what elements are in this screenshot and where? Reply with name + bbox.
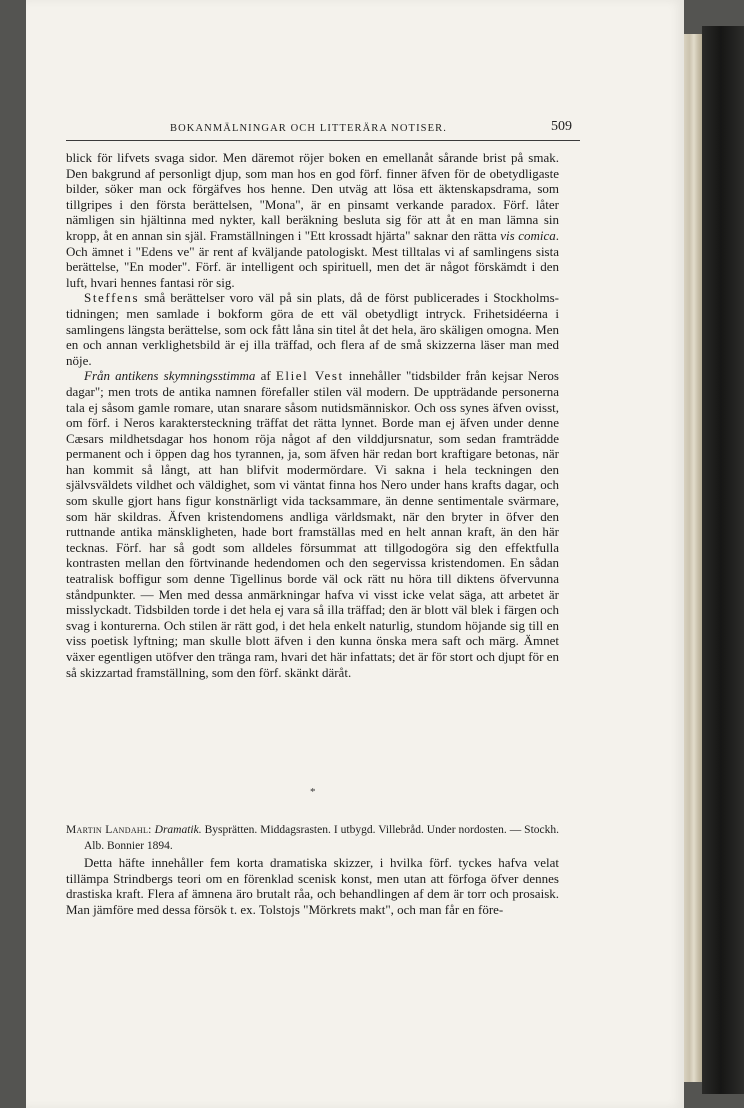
reference-title: Dramatik. [154,824,202,836]
running-head: BOKANMÄLNINGAR OCH LITTERÄRA NOTISER. [170,123,447,134]
section-separator: * [310,786,316,798]
review-text [66,855,559,917]
body-text [66,150,559,680]
author-name: Steffens [84,290,140,306]
reference-author: Martin Landahl: [66,824,152,836]
paragraph-2: Steffens små berättelser voro väl på sin plats, då de först publicerades i Stockholms-tidningen; men samlade i bokform göra de ett väl obetydligt intryck. Frihetsidéerna i samlingens längsta berättelse, som ock fått låna sin titel åt det hela, äro skäligen omogna. Men en och annan verklighetsbild är ej illa träffad, och flera af de små skizzerna läser man med nöje. [66,290,559,368]
author-name: Eliel Vest [275,368,344,384]
paragraph-1: blick för lifvets svaga sidor. Men däremot röjer boken en emellanåt sårande brist på smak. Den bakgrund af personligt djup, som man hos en god förf. finner äfven för de obetydligaste bilder, söker man ock förgäfves hos henne. Den utväg att lösa ett äktenskapsdrama, som tillgripes i den första berättelsen, "Mona", är en pinsamt verkande paradox. Förf. låter nämligen sin hjältinna med nykter, kall beräkning besluta sig för att åt en man lämna sin kropp, åt en annan sin själ. Framställningen i "Ett krossadt hjärta" saknar den rätta vis comica. Och ämnet i "Edens ve" är rent af kväljande patologiskt. Mest tilltalas vi af samlingens sista berättelse, "En moder". Förf. är intelligent och spirituell, men det är något förskämdt i den luft, hvari hennes fantasi rör sig. [66,150,559,290]
paragraph-3: Från antikens skymningsstimma af Eliel Vest innehåller "tidsbilder från kejsar Neros dagar"; men trots de antika namnen förefaller stilen väl modern. De uppträdande personerna tala ej såsom gamle romare, utan snarare såsom nutidsmänniskor. Och oss synes äfven ovisst, om förf. i Neros karaktersteckning träffat det rätta lynnet. Borde man ej äfven under denne Cæsars mildhetsdagar hos honom röja något af den vilddjursnatur, som sedan framträdde permanent och i öppen dag hos tyrannen, ja, som äfven här redan bort kraftigare betonas, när han kommit så långt, att han blifvit modermördare. Vi sakna i hela teckningen den självsväldets vildhet och väldighet, som vi väntat finna hos Nero under hans krafts dagar, och som skulle gjort hans figur konstnärligt vida tacksammare, än denne sentimentale svärmare, som här skildras. Äfven kristendomens andliga världsmakt, när den bryter in öfver den ruttnande antika mänskligheten, hade bort framställas med en helt annan kraft, än den här tecknas. Förf. har så godt som alldeles försummat att tillgodogöra sig den effektfulla kontrasten mellan den förtvinande hedendomen och den segervissa kristendomen. En sådan teatralisk boffigur som denne Tigellinus borde väl ock rätt nu höra till diktens öfvervunna ståndpunkter. — Men med dessa anmärkningar hafva vi visst icke velat säga, att arbetet är misslyckadt. Tidsbilden torde i det hela ej vara så illa träffad; den är blott väl blek i färgen och svag i konturerna. Och stilen är rätt god, i det hela enkelt naturlig, stundom höjande sig till en viss poetisk lyftning; man skulle blott äfven i den kunna önska mera saft och märg. Ämnet växer egentligen utöfver den tränga ram, hvari det här infattats; det är för stort och djupt för en så skizzartad framställning, som den förf. skänkt däråt. [66,368,559,680]
page-header [66,118,580,141]
reference-details: Bysprätten. Middagsrasten. I utbygd. Villebråd. Under nordosten. — Stockh. Alb. Bonnier 1894. [84,824,560,852]
page-edges [684,34,702,1082]
bibliographic-reference [66,822,559,854]
review-paragraph: Detta häfte innehåller fem korta dramatiska skizzer, i hvilka förf. tyckes hafva velat tillämpa Strindbergs teori om en förenklad scenisk konst, men utan att förfoga öfver dennes drastiska kraft. Flera af ämnena äro brutalt råa, och behandlingen af dem är torr och prosaisk. Man jämföre med dessa försök t. ex. Tolstojs "Mörkrets makt", och man får en före- [66,855,559,917]
latin-phrase: vis comica [500,227,556,243]
book-title: Från antikens skymningsstimma [84,368,256,384]
page-number: 509 [551,119,572,134]
book-cover [702,26,744,1094]
